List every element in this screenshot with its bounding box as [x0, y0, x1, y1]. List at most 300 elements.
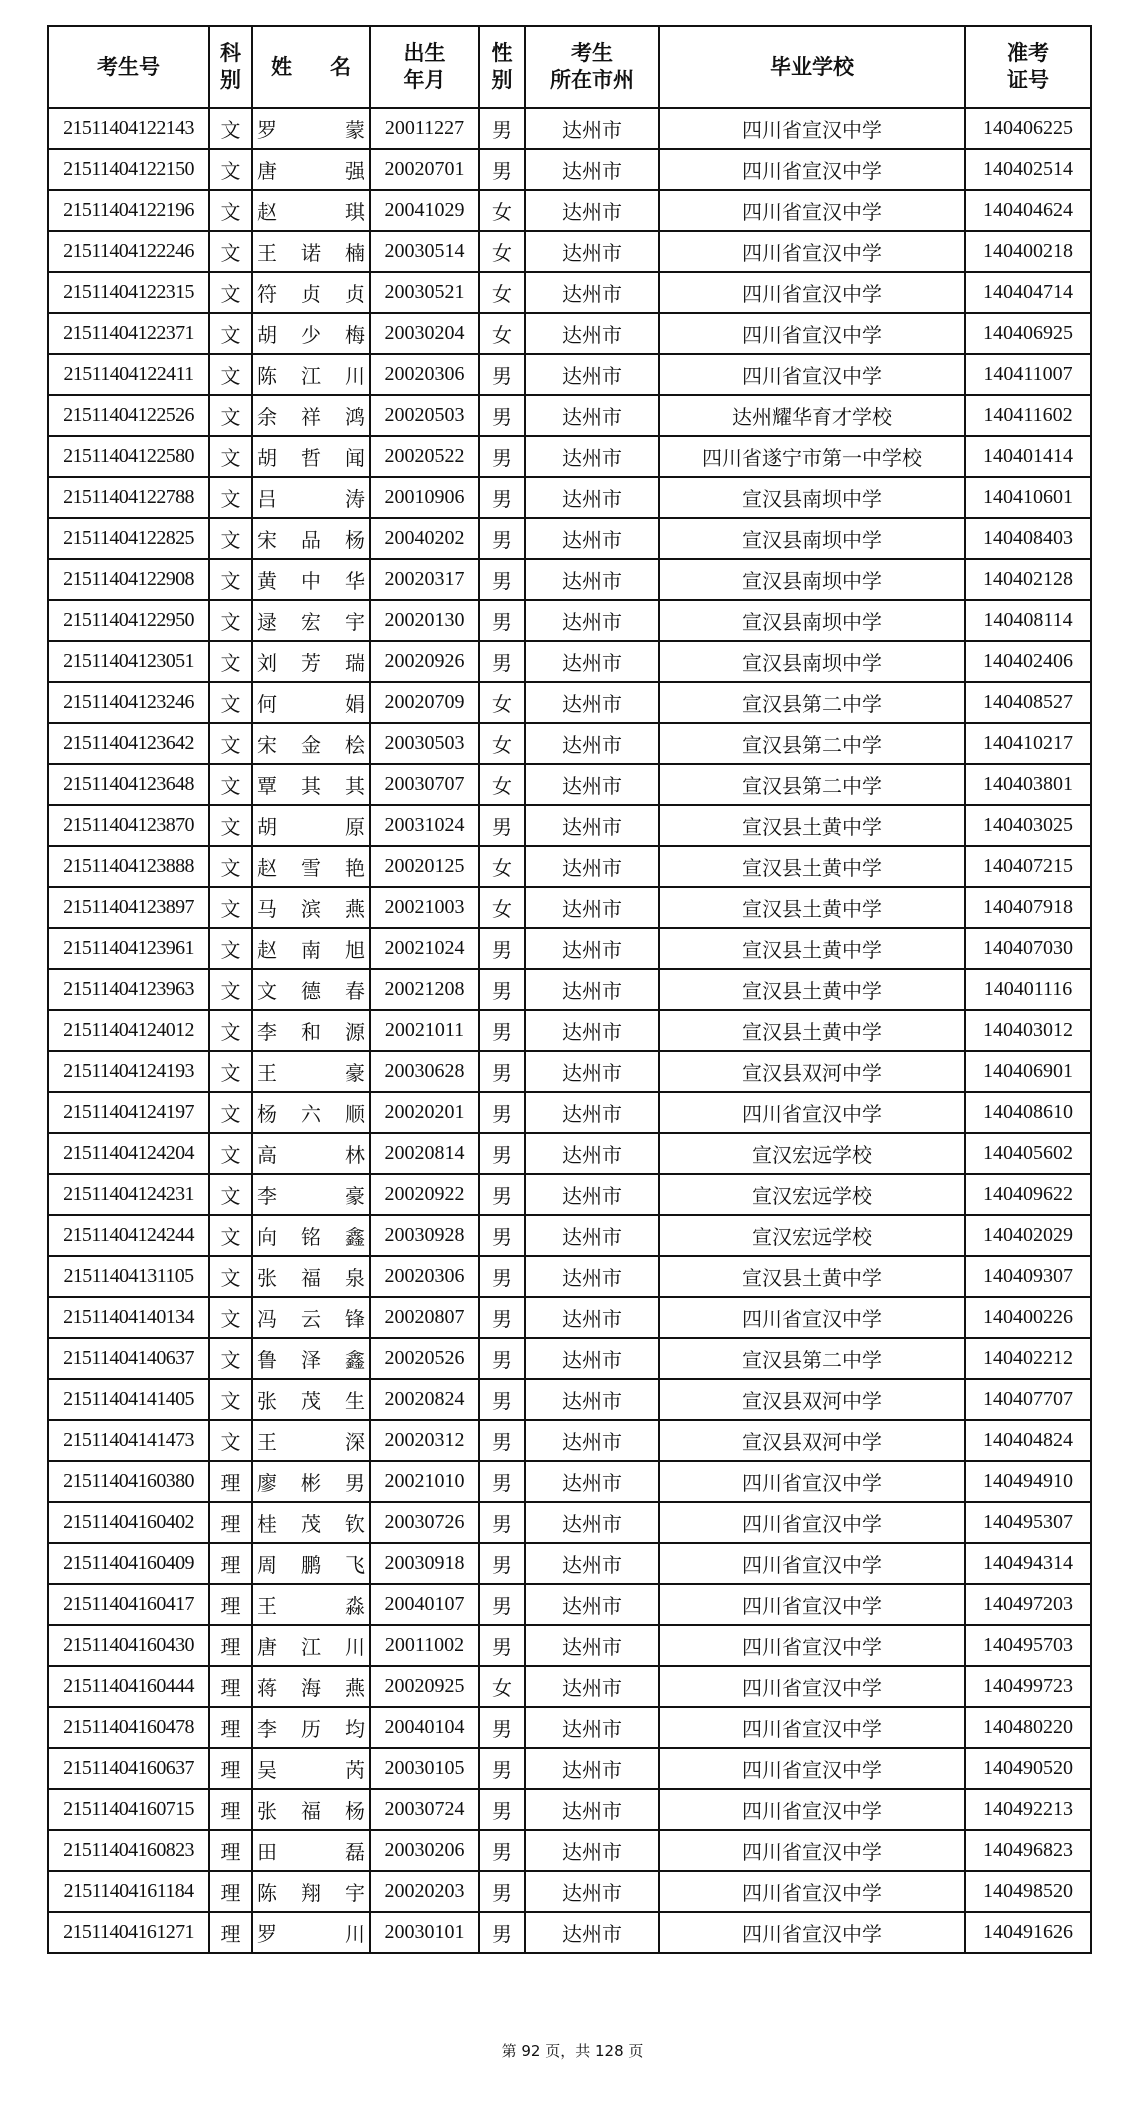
- subject-cell: 文: [209, 272, 252, 313]
- subject-cell: 文: [209, 1256, 252, 1297]
- name-cell: [252, 477, 370, 518]
- ticket-cell: 140407030: [965, 928, 1091, 969]
- gender-cell: 男: [479, 600, 525, 641]
- ticket-cell: 140497203: [965, 1584, 1091, 1625]
- exam-id-cell: 21511404160478: [48, 1707, 209, 1748]
- gender-cell: 女: [479, 846, 525, 887]
- city-cell: 达州市: [525, 928, 659, 969]
- name-text: 符贞贞: [257, 282, 365, 306]
- city-cell: 达州市: [525, 395, 659, 436]
- birth-cell: 20020306: [370, 354, 479, 395]
- subject-cell: 文: [209, 1092, 252, 1133]
- table-row: [48, 764, 1091, 805]
- exam-id-cell: 21511404124204: [48, 1133, 209, 1174]
- ticket-cell: 140410217: [965, 723, 1091, 764]
- ticket-cell: 140403025: [965, 805, 1091, 846]
- school-cell: 达州耀华育才学校: [659, 395, 965, 436]
- city-cell: 达州市: [525, 764, 659, 805]
- name-cell: [252, 1379, 370, 1420]
- city-cell: 达州市: [525, 559, 659, 600]
- name-cell: [252, 190, 370, 231]
- gender-cell: 女: [479, 764, 525, 805]
- ticket-cell: 140407215: [965, 846, 1091, 887]
- subject-cell: 理: [209, 1830, 252, 1871]
- name-text: 唐江川: [257, 1635, 365, 1659]
- subject-cell: 文: [209, 1133, 252, 1174]
- birth-cell: 20011227: [370, 108, 479, 149]
- school-cell: 四川省宣汉中学: [659, 1748, 965, 1789]
- table-row: [48, 395, 1091, 436]
- gender-cell: 男: [479, 1338, 525, 1379]
- exam-id-cell: 21511404140637: [48, 1338, 209, 1379]
- school-cell: 四川省宣汉中学: [659, 108, 965, 149]
- school-cell: 四川省宣汉中学: [659, 272, 965, 313]
- header-gender-line1: 性: [491, 41, 513, 65]
- gender-cell: 男: [479, 1297, 525, 1338]
- ticket-cell: 140407918: [965, 887, 1091, 928]
- name-cell: [252, 1584, 370, 1625]
- subject-cell: 文: [209, 108, 252, 149]
- ticket-cell: 140404714: [965, 272, 1091, 313]
- name-cell: [252, 1912, 370, 1953]
- gender-cell: 男: [479, 1256, 525, 1297]
- subject-cell: 理: [209, 1871, 252, 1912]
- name-cell: [252, 1256, 370, 1297]
- birth-cell: 20030918: [370, 1543, 479, 1584]
- name-text: 张福泉: [257, 1266, 365, 1290]
- school-cell: 四川省宣汉中学: [659, 1912, 965, 1953]
- name-cell: [252, 1789, 370, 1830]
- ticket-cell: 140480220: [965, 1707, 1091, 1748]
- city-cell: 达州市: [525, 969, 659, 1010]
- birth-cell: 20020926: [370, 641, 479, 682]
- gender-cell: 男: [479, 1789, 525, 1830]
- birth-cell: 20020306: [370, 1256, 479, 1297]
- school-cell: 四川省宣汉中学: [659, 190, 965, 231]
- birth-cell: 20030206: [370, 1830, 479, 1871]
- exam-id-cell: 21511404122526: [48, 395, 209, 436]
- name-text: 何娟: [257, 692, 365, 716]
- exam-id-cell: 21511404124244: [48, 1215, 209, 1256]
- gender-cell: 男: [479, 805, 525, 846]
- school-cell: 宣汉宏远学校: [659, 1133, 965, 1174]
- gender-cell: 男: [479, 1830, 525, 1871]
- school-cell: 宣汉宏远学校: [659, 1174, 965, 1215]
- school-cell: 四川省宣汉中学: [659, 1666, 965, 1707]
- school-cell: 宣汉县南坝中学: [659, 518, 965, 559]
- school-cell: 宣汉县南坝中学: [659, 641, 965, 682]
- table-row: [48, 1543, 1091, 1584]
- city-cell: 达州市: [525, 190, 659, 231]
- school-cell: 四川省宣汉中学: [659, 313, 965, 354]
- name-text: 田磊: [257, 1840, 365, 1864]
- table-row: [48, 1625, 1091, 1666]
- subject-cell: 文: [209, 190, 252, 231]
- exam-id-cell: 21511404160409: [48, 1543, 209, 1584]
- subject-cell: 理: [209, 1584, 252, 1625]
- ticket-cell: 140411602: [965, 395, 1091, 436]
- table-row: [48, 1051, 1091, 1092]
- city-cell: 达州市: [525, 1051, 659, 1092]
- subject-cell: 理: [209, 1666, 252, 1707]
- birth-cell: 20010906: [370, 477, 479, 518]
- ticket-cell: 140499723: [965, 1666, 1091, 1707]
- name-text: 宋金桧: [257, 733, 365, 757]
- name-cell: [252, 1420, 370, 1461]
- table-row: [48, 1584, 1091, 1625]
- table-row: [48, 1912, 1091, 1953]
- gender-cell: 男: [479, 1215, 525, 1256]
- name-text: 王深: [257, 1430, 365, 1454]
- ticket-cell: 140494910: [965, 1461, 1091, 1502]
- birth-cell: 20030628: [370, 1051, 479, 1092]
- name-text: 赵雪艳: [257, 856, 365, 880]
- city-cell: 达州市: [525, 313, 659, 354]
- city-cell: 达州市: [525, 272, 659, 313]
- subject-cell: 理: [209, 1461, 252, 1502]
- birth-cell: 20020522: [370, 436, 479, 477]
- name-cell: [252, 436, 370, 477]
- city-cell: 达州市: [525, 436, 659, 477]
- name-cell: [252, 518, 370, 559]
- admission-list-table: [47, 25, 1092, 1954]
- name-text: 高林: [257, 1143, 365, 1167]
- ticket-cell: 140408610: [965, 1092, 1091, 1133]
- subject-cell: 文: [209, 846, 252, 887]
- exam-id-cell: 21511404161184: [48, 1871, 209, 1912]
- ticket-cell: 140409307: [965, 1256, 1091, 1297]
- name-text: 马滨燕: [257, 897, 365, 921]
- table-row: [48, 641, 1091, 682]
- exam-id-cell: 21511404122411: [48, 354, 209, 395]
- name-cell: [252, 1666, 370, 1707]
- subject-cell: 文: [209, 1010, 252, 1051]
- exam-id-cell: 21511404141473: [48, 1420, 209, 1461]
- ticket-cell: 140403012: [965, 1010, 1091, 1051]
- school-cell: 宣汉宏远学校: [659, 1215, 965, 1256]
- gender-cell: 男: [479, 1379, 525, 1420]
- subject-cell: 文: [209, 1297, 252, 1338]
- exam-id-cell: 21511404124193: [48, 1051, 209, 1092]
- exam-id-cell: 21511404123648: [48, 764, 209, 805]
- header-name-text: 姓名: [271, 54, 351, 79]
- city-cell: 达州市: [525, 354, 659, 395]
- birth-cell: 20020824: [370, 1379, 479, 1420]
- gender-cell: 男: [479, 641, 525, 682]
- ticket-cell: 140408403: [965, 518, 1091, 559]
- city-cell: 达州市: [525, 887, 659, 928]
- ticket-cell: 140496823: [965, 1830, 1091, 1871]
- header-city-line2: 所在市州: [550, 68, 634, 92]
- city-cell: 达州市: [525, 1133, 659, 1174]
- name-text: 陈江川: [257, 364, 365, 388]
- subject-cell: 理: [209, 1502, 252, 1543]
- header-row: [48, 26, 1091, 108]
- ticket-cell: 140490520: [965, 1748, 1091, 1789]
- ticket-cell: 140405602: [965, 1133, 1091, 1174]
- name-text: 文德春: [257, 979, 365, 1003]
- birth-cell: 20020526: [370, 1338, 479, 1379]
- school-cell: 宣汉县第二中学: [659, 764, 965, 805]
- city-cell: 达州市: [525, 108, 659, 149]
- table-row: [48, 1338, 1091, 1379]
- name-cell: [252, 108, 370, 149]
- ticket-cell: 140408527: [965, 682, 1091, 723]
- school-cell: 宣汉县土黄中学: [659, 887, 965, 928]
- table-row: [48, 477, 1091, 518]
- subject-cell: 文: [209, 1174, 252, 1215]
- name-text: 张茂生: [257, 1389, 365, 1413]
- ticket-cell: 140495703: [965, 1625, 1091, 1666]
- gender-cell: 男: [479, 1133, 525, 1174]
- exam-id-cell: 21511404160444: [48, 1666, 209, 1707]
- gender-cell: 男: [479, 1420, 525, 1461]
- name-cell: [252, 1871, 370, 1912]
- school-cell: 宣汉县第二中学: [659, 682, 965, 723]
- name-text: 廖彬男: [257, 1471, 365, 1495]
- table-row: [48, 682, 1091, 723]
- name-text: 李历均: [257, 1717, 365, 1741]
- name-cell: [252, 1051, 370, 1092]
- birth-cell: 20020922: [370, 1174, 479, 1215]
- ticket-cell: 140406925: [965, 313, 1091, 354]
- ticket-cell: 140494314: [965, 1543, 1091, 1584]
- ticket-cell: 140408114: [965, 600, 1091, 641]
- gender-cell: 男: [479, 354, 525, 395]
- school-cell: 宣汉县土黄中学: [659, 969, 965, 1010]
- exam-id-cell: 21511404123642: [48, 723, 209, 764]
- ticket-cell: 140411007: [965, 354, 1091, 395]
- city-cell: 达州市: [525, 805, 659, 846]
- name-cell: [252, 1297, 370, 1338]
- city-cell: 达州市: [525, 641, 659, 682]
- school-cell: 宣汉县第二中学: [659, 723, 965, 764]
- birth-cell: 20021010: [370, 1461, 479, 1502]
- page-number: 第 92 页，共 128 页: [501, 2042, 644, 2060]
- school-cell: 宣汉县南坝中学: [659, 559, 965, 600]
- city-cell: 达州市: [525, 1584, 659, 1625]
- name-text: 王豪: [257, 1061, 365, 1085]
- gender-cell: 男: [479, 1707, 525, 1748]
- table-row: [48, 1133, 1091, 1174]
- ticket-cell: 140404824: [965, 1420, 1091, 1461]
- birth-cell: 20030726: [370, 1502, 479, 1543]
- name-text: 王诺楠: [257, 241, 365, 265]
- table-row: [48, 928, 1091, 969]
- table-row: [48, 1010, 1091, 1051]
- city-cell: 达州市: [525, 1215, 659, 1256]
- name-text: 罗蒙: [257, 118, 365, 142]
- subject-cell: 文: [209, 1051, 252, 1092]
- gender-cell: 男: [479, 1912, 525, 1953]
- subject-cell: 文: [209, 1420, 252, 1461]
- city-cell: 达州市: [525, 1789, 659, 1830]
- header-city-line1: 考生: [571, 41, 613, 65]
- exam-id-cell: 21511404122825: [48, 518, 209, 559]
- city-cell: 达州市: [525, 1092, 659, 1133]
- school-cell: 四川省宣汉中学: [659, 1830, 965, 1871]
- gender-cell: 女: [479, 231, 525, 272]
- city-cell: 达州市: [525, 1256, 659, 1297]
- school-cell: 四川省宣汉中学: [659, 1461, 965, 1502]
- birth-cell: 20040107: [370, 1584, 479, 1625]
- city-cell: 达州市: [525, 1666, 659, 1707]
- table-row: [48, 600, 1091, 641]
- header-ticket-line1: 准考: [1007, 41, 1049, 65]
- birth-cell: 20020201: [370, 1092, 479, 1133]
- table-row: [48, 846, 1091, 887]
- name-text: 覃其其: [257, 774, 365, 798]
- city-cell: 达州市: [525, 149, 659, 190]
- subject-cell: 理: [209, 1625, 252, 1666]
- school-cell: 宣汉县土黄中学: [659, 928, 965, 969]
- birth-cell: 20030521: [370, 272, 479, 313]
- name-cell: [252, 1010, 370, 1051]
- subject-cell: 文: [209, 969, 252, 1010]
- exam-id-cell: 21511404123963: [48, 969, 209, 1010]
- subject-cell: 理: [209, 1912, 252, 1953]
- ticket-cell: 140401116: [965, 969, 1091, 1010]
- subject-cell: 文: [209, 395, 252, 436]
- name-cell: [252, 1830, 370, 1871]
- school-cell: 四川省宣汉中学: [659, 1871, 965, 1912]
- ticket-cell: 140402514: [965, 149, 1091, 190]
- name-cell: [252, 272, 370, 313]
- subject-cell: 文: [209, 805, 252, 846]
- exam-id-cell: 21511404122950: [48, 600, 209, 641]
- school-cell: 四川省遂宁市第一中学校: [659, 436, 965, 477]
- school-cell: 宣汉县土黄中学: [659, 1256, 965, 1297]
- gender-cell: 男: [479, 928, 525, 969]
- name-text: 刘芳瑞: [257, 651, 365, 675]
- table-row: [48, 723, 1091, 764]
- name-cell: [252, 1215, 370, 1256]
- ticket-cell: 140403801: [965, 764, 1091, 805]
- ticket-cell: 140410601: [965, 477, 1091, 518]
- subject-cell: 文: [209, 723, 252, 764]
- exam-id-cell: 21511404122908: [48, 559, 209, 600]
- exam-id-cell: 21511404141405: [48, 1379, 209, 1420]
- header-name: [252, 26, 370, 108]
- ticket-cell: 140402128: [965, 559, 1091, 600]
- subject-cell: 理: [209, 1543, 252, 1584]
- name-text: 李和源: [257, 1020, 365, 1044]
- city-cell: 达州市: [525, 1707, 659, 1748]
- gender-cell: 男: [479, 1543, 525, 1584]
- city-cell: 达州市: [525, 682, 659, 723]
- birth-cell: 20040104: [370, 1707, 479, 1748]
- birth-cell: 20030101: [370, 1912, 479, 1953]
- birth-cell: 20020130: [370, 600, 479, 641]
- subject-cell: 文: [209, 764, 252, 805]
- exam-id-cell: 21511404123897: [48, 887, 209, 928]
- table-row: [48, 1666, 1091, 1707]
- exam-id-cell: 21511404160417: [48, 1584, 209, 1625]
- gender-cell: 男: [479, 395, 525, 436]
- ticket-cell: 140491626: [965, 1912, 1091, 1953]
- ticket-cell: 140402406: [965, 641, 1091, 682]
- gender-cell: 女: [479, 1666, 525, 1707]
- city-cell: 达州市: [525, 518, 659, 559]
- table-row: [48, 518, 1091, 559]
- exam-id-cell: 21511404122315: [48, 272, 209, 313]
- table-row: [48, 1502, 1091, 1543]
- birth-cell: 20030503: [370, 723, 479, 764]
- exam-id-cell: 21511404160715: [48, 1789, 209, 1830]
- exam-id-cell: 21511404122580: [48, 436, 209, 477]
- school-cell: 四川省宣汉中学: [659, 1625, 965, 1666]
- name-cell: [252, 1461, 370, 1502]
- school-cell: 四川省宣汉中学: [659, 1584, 965, 1625]
- ticket-cell: 140495307: [965, 1502, 1091, 1543]
- birth-cell: 20020125: [370, 846, 479, 887]
- subject-cell: 文: [209, 1379, 252, 1420]
- school-cell: 宣汉县南坝中学: [659, 600, 965, 641]
- birth-cell: 20030204: [370, 313, 479, 354]
- subject-cell: 文: [209, 477, 252, 518]
- gender-cell: 女: [479, 723, 525, 764]
- school-cell: 四川省宣汉中学: [659, 1789, 965, 1830]
- exam-id-cell: 21511404160637: [48, 1748, 209, 1789]
- birth-cell: 20031024: [370, 805, 479, 846]
- table-row: [48, 1297, 1091, 1338]
- birth-cell: 20011002: [370, 1625, 479, 1666]
- table-row: [48, 1379, 1091, 1420]
- exam-id-cell: 21511404123870: [48, 805, 209, 846]
- subject-cell: 理: [209, 1707, 252, 1748]
- city-cell: 达州市: [525, 1748, 659, 1789]
- name-text: 唐强: [257, 159, 365, 183]
- exam-id-cell: 21511404124197: [48, 1092, 209, 1133]
- gender-cell: 男: [479, 1092, 525, 1133]
- city-cell: 达州市: [525, 1871, 659, 1912]
- header-subject: [209, 26, 252, 108]
- school-cell: 宣汉县双河中学: [659, 1051, 965, 1092]
- subject-cell: 文: [209, 559, 252, 600]
- name-text: 罗川: [257, 1922, 365, 1946]
- city-cell: 达州市: [525, 1912, 659, 1953]
- birth-cell: 20020503: [370, 395, 479, 436]
- name-cell: [252, 559, 370, 600]
- exam-id-cell: 21511404140134: [48, 1297, 209, 1338]
- birth-cell: 20020203: [370, 1871, 479, 1912]
- name-cell: [252, 149, 370, 190]
- name-text: 宋品杨: [257, 528, 365, 552]
- birth-cell: 20030724: [370, 1789, 479, 1830]
- city-cell: 达州市: [525, 1502, 659, 1543]
- gender-cell: 男: [479, 1174, 525, 1215]
- gender-cell: 男: [479, 1010, 525, 1051]
- birth-cell: 20020807: [370, 1297, 479, 1338]
- name-cell: [252, 1543, 370, 1584]
- subject-cell: 文: [209, 354, 252, 395]
- table-row: [48, 1830, 1091, 1871]
- subject-cell: 文: [209, 641, 252, 682]
- name-text: 胡少梅: [257, 323, 365, 347]
- table-row: [48, 1174, 1091, 1215]
- gender-cell: 男: [479, 1051, 525, 1092]
- city-cell: 达州市: [525, 1338, 659, 1379]
- name-text: 胡原: [257, 815, 365, 839]
- city-cell: 达州市: [525, 1830, 659, 1871]
- table-row: [48, 1748, 1091, 1789]
- name-text: 李豪: [257, 1184, 365, 1208]
- name-text: 蒋海燕: [257, 1676, 365, 1700]
- school-cell: 四川省宣汉中学: [659, 354, 965, 395]
- table-row: [48, 108, 1091, 149]
- gender-cell: 男: [479, 1584, 525, 1625]
- table-row: [48, 354, 1091, 395]
